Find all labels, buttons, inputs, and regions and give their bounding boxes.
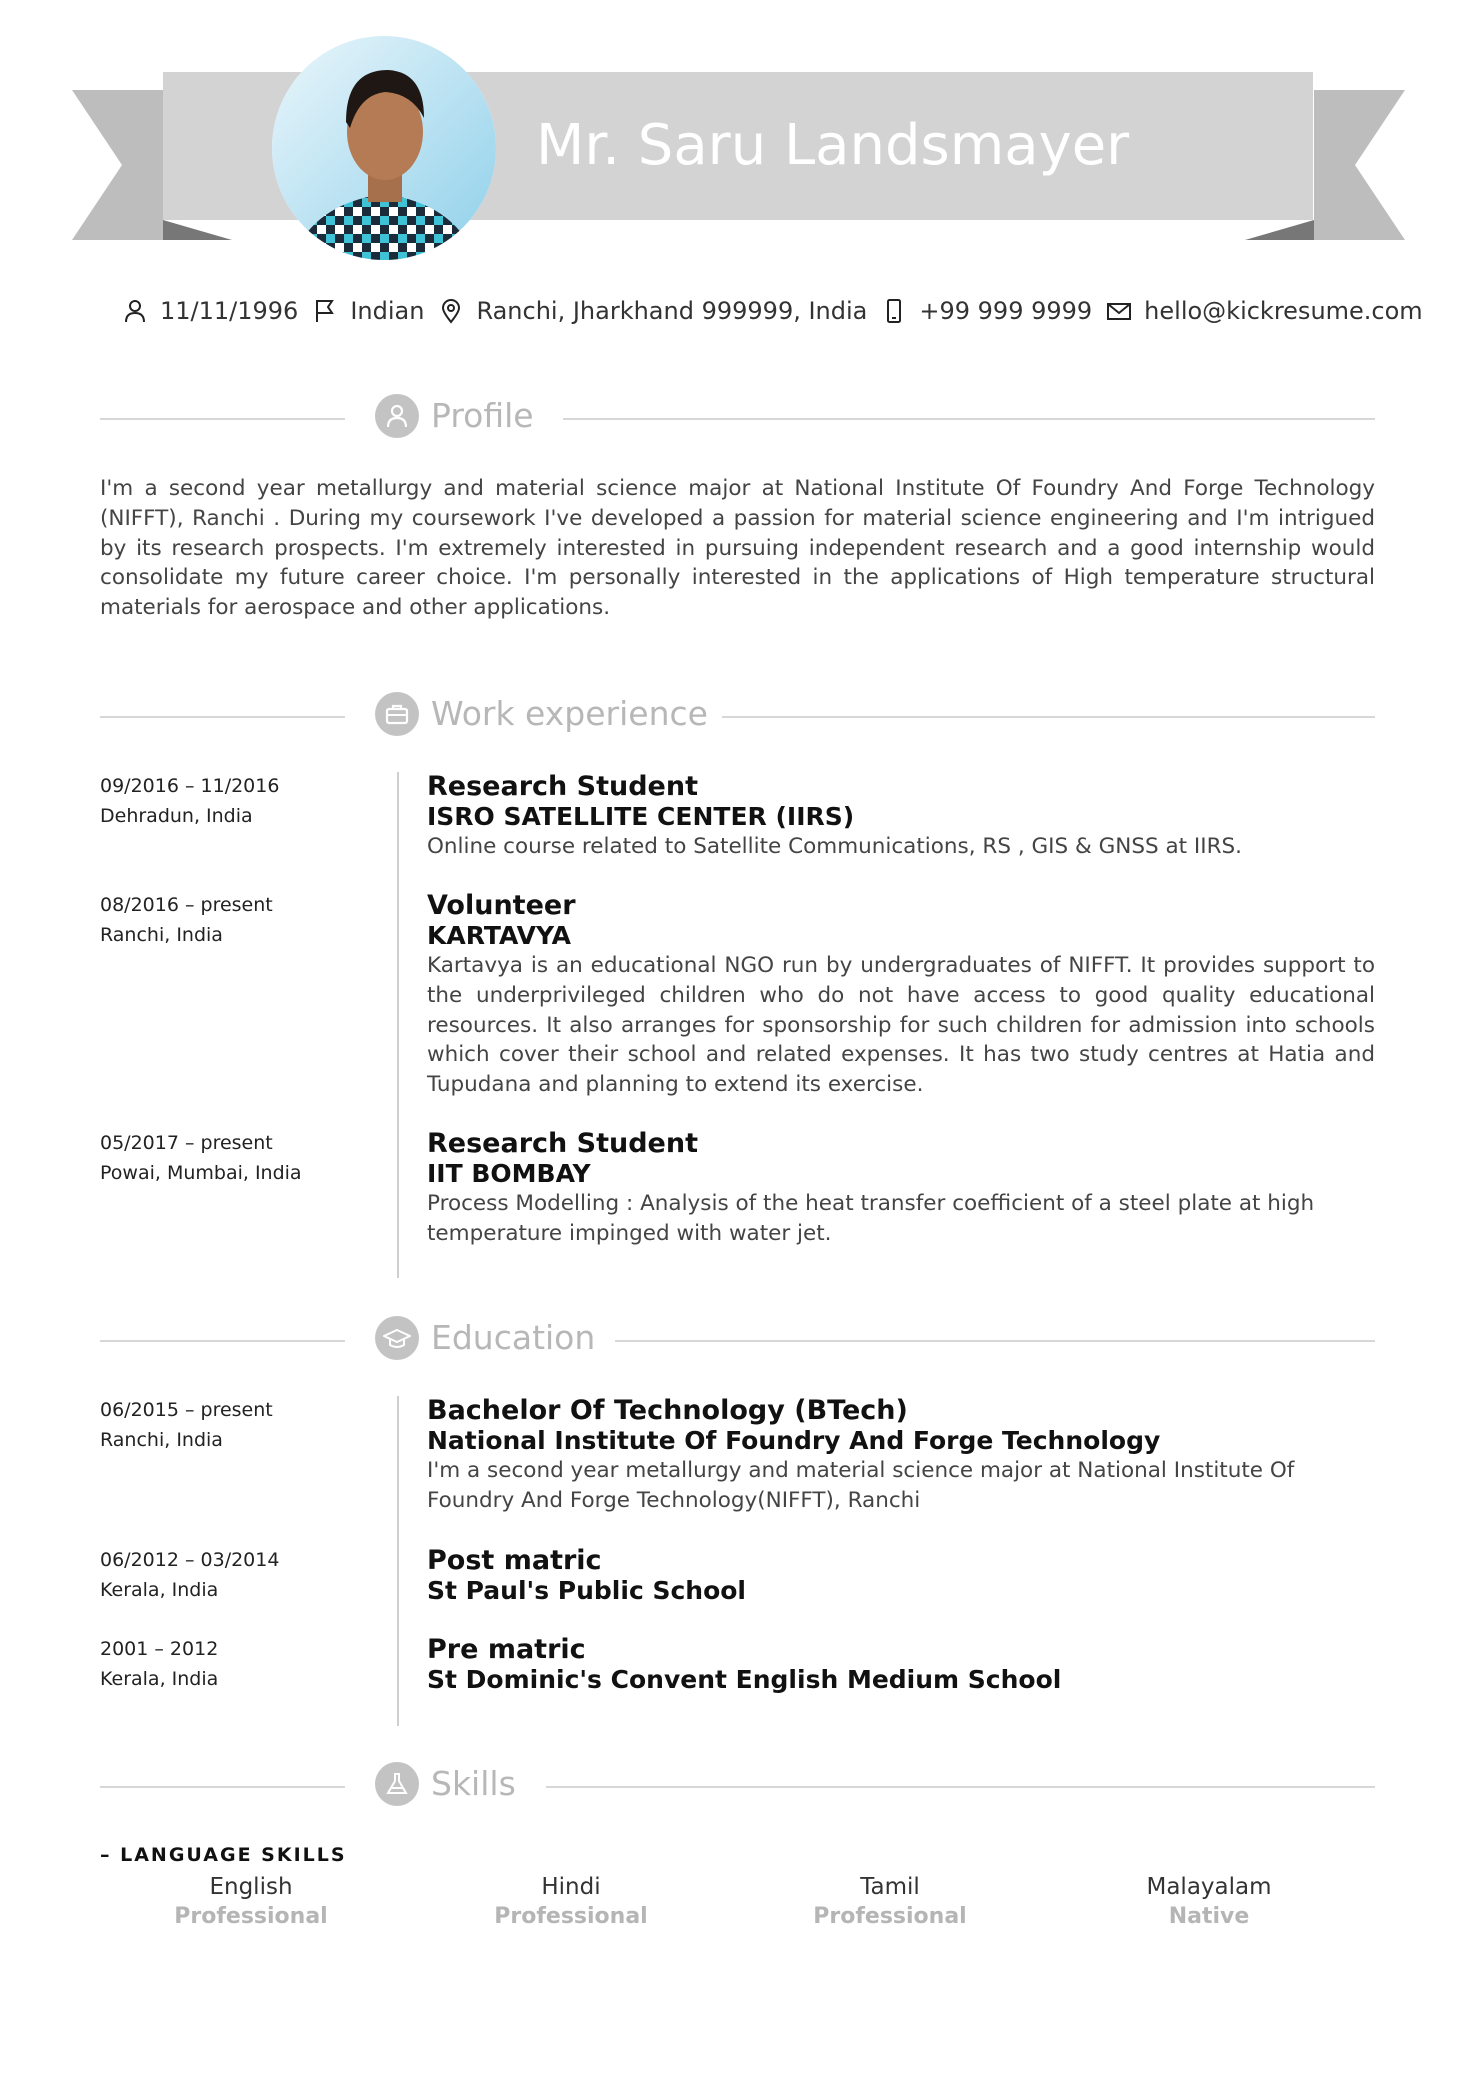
- language-level: Professional: [494, 1904, 648, 1929]
- envelope-icon: [1106, 298, 1132, 324]
- work-entry: [427, 772, 1375, 862]
- phone-text: +99 999 9999: [919, 297, 1093, 325]
- language-name: Hindi: [541, 1874, 601, 1900]
- education-entry: [427, 1396, 1375, 1516]
- phone-icon: [881, 298, 907, 324]
- education-degree: Post matric: [427, 1545, 602, 1576]
- contact-phone: [881, 297, 1092, 325]
- language-item: [451, 1872, 691, 1932]
- birthdate-text: 11/11/1996: [160, 297, 299, 325]
- language-item: [131, 1872, 371, 1932]
- work-role: Research Student: [427, 771, 698, 802]
- work-dates: 05/2017 – present: [100, 1132, 273, 1154]
- profile-section-title: Profile: [431, 396, 534, 435]
- contact-birthdate: [122, 297, 298, 325]
- education-entry: [427, 1546, 1375, 1606]
- work-organization: KARTAVYA: [427, 921, 572, 950]
- portrait-image: [272, 36, 496, 260]
- profile-photo: [272, 36, 496, 260]
- profile-divider-left: [100, 418, 345, 420]
- work-description: Kartavya is an educational NGO run by undergraduates of NIFFT. It provides support to the underprivileged children who do not have access to good quality educational resources. It also arranges for sponsorship for such children for admission into schools which cover their school and related expenses. It has two study centres at Hatia and Tupudana and planning to extend its exercise.: [427, 953, 1375, 1098]
- work-entry-meta: [100, 771, 279, 831]
- contact-email: [1106, 297, 1423, 325]
- education-school: St Dominic's Convent English Medium School: [427, 1665, 1062, 1694]
- education-entry-meta: [100, 1395, 273, 1455]
- graduation-cap-icon: [383, 1325, 411, 1351]
- education-dates: 06/2012 – 03/2014: [100, 1549, 280, 1571]
- skills-section-title: Skills: [431, 1764, 516, 1803]
- work-divider-right: [722, 716, 1375, 718]
- profile-summary: I'm a second year metallurgy and material science major at National Institute Of Foundry And Forge Technology (NIFFT), Ranchi . During my coursework I've developed a passion for material science engineering and I'm intrigued by its research prospects. I'm extremely interested in pursuing independent research and a good internship would consolidate my future career choice. I'm personally interested in the applications of High temperature structural materials for aerospace and other applications.: [100, 476, 1375, 621]
- language-name: English: [209, 1874, 293, 1900]
- education-dates: 2001 – 2012: [100, 1638, 219, 1660]
- candidate-name: Mr. Saru Landsmayer: [536, 113, 1130, 178]
- work-dates: 09/2016 – 11/2016: [100, 775, 280, 797]
- profile-divider-right: [563, 418, 1375, 420]
- education-entry: [427, 1635, 1375, 1695]
- language-item: [1089, 1872, 1329, 1932]
- language-name: Tamil: [860, 1874, 920, 1900]
- work-entry: [427, 891, 1375, 1100]
- work-location: Ranchi, India: [100, 924, 223, 946]
- language-level: Professional: [813, 1904, 967, 1929]
- work-divider-left: [100, 716, 345, 718]
- education-section-icon: [375, 1316, 419, 1360]
- education-degree: Pre matric: [427, 1634, 586, 1665]
- education-school: St Paul's Public School: [427, 1576, 747, 1605]
- person-icon: [384, 403, 410, 429]
- education-divider-left: [100, 1340, 345, 1342]
- work-location: Powai, Mumbai, India: [100, 1162, 302, 1184]
- nationality-text: Indian: [350, 297, 425, 325]
- work-role: Research Student: [427, 1128, 698, 1159]
- language-skills-heading: – LANGUAGE SKILLS: [100, 1844, 347, 1866]
- education-location: Kerala, India: [100, 1668, 219, 1690]
- education-section-title: Education: [431, 1318, 596, 1357]
- work-entry-meta: [100, 890, 273, 950]
- skills-divider-right: [546, 1786, 1375, 1788]
- work-timeline-line: [397, 772, 399, 1278]
- language-level: Professional: [174, 1904, 328, 1929]
- flag-icon: [312, 298, 338, 324]
- work-role: Volunteer: [427, 890, 576, 921]
- work-dates: 08/2016 – present: [100, 894, 273, 916]
- flask-icon: [384, 1771, 410, 1797]
- language-level: Native: [1168, 1904, 1250, 1929]
- briefcase-icon: [384, 701, 410, 727]
- work-location: Dehradun, India: [100, 805, 253, 827]
- education-timeline-line: [397, 1396, 399, 1726]
- skills-section-icon: [375, 1762, 419, 1806]
- contact-row: [122, 292, 1423, 330]
- work-section-title: Work experience: [431, 694, 708, 733]
- work-description: Process Modelling : Analysis of the heat transfer coefficient of a steel plate at high temperature impinged with water jet.: [427, 1191, 1315, 1246]
- address-text: Ranchi, Jharkhand 999999, India: [476, 297, 868, 325]
- language-item: [770, 1872, 1010, 1932]
- contact-address: [438, 297, 867, 325]
- contact-nationality: [312, 297, 424, 325]
- work-description: Online course related to Satellite Communications, RS , GIS & GNSS at IIRS.: [427, 834, 1242, 859]
- language-name: Malayalam: [1146, 1874, 1272, 1900]
- education-school: National Institute Of Foundry And Forge Technology: [427, 1426, 1161, 1455]
- email-text: hello@kickresume.com: [1144, 297, 1423, 325]
- work-entry-meta: [100, 1128, 302, 1188]
- education-description: I'm a second year metallurgy and material science major at National Institute Of Foundry And Forge Technology(NIFFT), Ranchi: [427, 1458, 1295, 1513]
- person-icon: [122, 298, 148, 324]
- education-entry-meta: [100, 1545, 279, 1605]
- work-organization: ISRO SATELLITE CENTER (IIRS): [427, 802, 855, 831]
- skills-divider-left: [100, 1786, 345, 1788]
- location-pin-icon: [438, 298, 464, 324]
- education-degree: Bachelor Of Technology (BTech): [427, 1395, 908, 1426]
- work-section-icon: [375, 692, 419, 736]
- profile-section-icon: [375, 394, 419, 438]
- work-organization: IIT BOMBAY: [427, 1159, 591, 1188]
- education-location: Ranchi, India: [100, 1429, 223, 1451]
- education-entry-meta: [100, 1634, 218, 1694]
- education-divider-right: [615, 1340, 1375, 1342]
- education-dates: 06/2015 – present: [100, 1399, 273, 1421]
- education-location: Kerala, India: [100, 1579, 219, 1601]
- work-entry: [427, 1129, 1375, 1249]
